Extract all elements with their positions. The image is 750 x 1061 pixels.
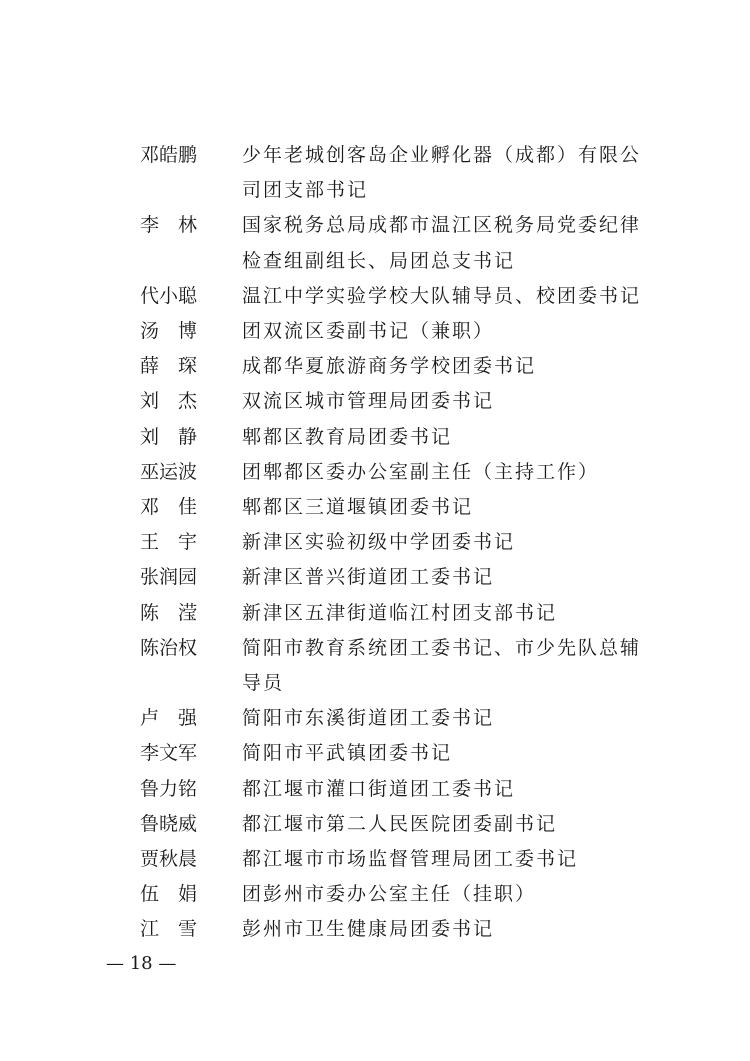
person-name: 李 林 bbox=[140, 214, 198, 237]
person-name: 鲁力铭 bbox=[140, 777, 198, 800]
list-item bbox=[140, 877, 660, 912]
list-item bbox=[140, 349, 660, 384]
person-name: 薛 琛 bbox=[140, 355, 198, 378]
person-position: 郫都区三道堰镇团委书记 bbox=[242, 496, 474, 519]
list-item bbox=[140, 736, 660, 771]
list-item bbox=[140, 279, 660, 314]
list-item bbox=[140, 596, 660, 631]
person-position: 国家税务总局成都市温江区税务局党委纪律检查组副组长、局团总支书记 bbox=[242, 214, 642, 272]
list-item bbox=[140, 384, 660, 419]
list-item bbox=[140, 138, 660, 208]
person-position: 温江中学实验学校大队辅导员、校团委书记 bbox=[242, 284, 642, 307]
person-position: 新津区普兴街道团工委书记 bbox=[242, 566, 495, 589]
person-name: 贾秋晨 bbox=[140, 848, 198, 871]
list-item bbox=[140, 314, 660, 349]
list-item bbox=[140, 631, 660, 701]
person-name: 邓 佳 bbox=[140, 496, 198, 519]
person-position: 郫都区教育局团委书记 bbox=[242, 425, 453, 448]
list-item bbox=[140, 525, 660, 560]
person-position: 成都华夏旅游商务学校团委书记 bbox=[242, 355, 537, 378]
person-position: 新津区实验初级中学团委书记 bbox=[242, 531, 516, 554]
list-item bbox=[140, 701, 660, 736]
person-name: 卢 强 bbox=[140, 707, 198, 730]
person-name: 刘 静 bbox=[140, 425, 198, 448]
person-name: 刘 杰 bbox=[140, 390, 198, 413]
person-position: 都江堰市第二人民医院团委副书记 bbox=[242, 812, 558, 835]
person-name: 王 宇 bbox=[140, 531, 198, 554]
person-name: 伍 娟 bbox=[140, 883, 198, 906]
person-position: 都江堰市灌口街道团工委书记 bbox=[242, 777, 516, 800]
person-name: 张润园 bbox=[140, 566, 198, 589]
person-position: 团双流区委副书记（兼职） bbox=[242, 320, 495, 343]
list-item bbox=[140, 490, 660, 525]
list-item bbox=[140, 842, 660, 877]
list-item bbox=[140, 208, 660, 278]
page-number: — 18 — bbox=[106, 953, 177, 974]
list-item bbox=[140, 772, 660, 807]
person-position: 简阳市平武镇团委书记 bbox=[242, 742, 453, 765]
list-item bbox=[140, 807, 660, 842]
person-position: 团郫都区委办公室副主任（主持工作） bbox=[242, 460, 600, 483]
person-position: 都江堰市市场监督管理局团工委书记 bbox=[242, 848, 579, 871]
person-position: 少年老城创客岛企业孵化器（成都）有限公司团支部书记 bbox=[242, 144, 642, 202]
person-name: 邓皓鹏 bbox=[140, 144, 198, 166]
person-position: 双流区城市管理局团委书记 bbox=[242, 390, 495, 413]
person-name: 汤 博 bbox=[140, 320, 198, 343]
name-list bbox=[140, 138, 660, 948]
person-name: 鲁晓威 bbox=[140, 812, 198, 835]
person-name: 陈治权 bbox=[140, 636, 198, 659]
person-position: 彭州市卫生健康局团委书记 bbox=[242, 918, 495, 941]
person-position: 简阳市教育系统团工委书记、市少先队总辅导员 bbox=[242, 636, 642, 695]
person-name: 江 雪 bbox=[140, 918, 198, 941]
list-item bbox=[140, 560, 660, 595]
list-item bbox=[140, 420, 660, 455]
person-position: 简阳市东溪街道团工委书记 bbox=[242, 707, 495, 730]
person-name: 李文军 bbox=[140, 742, 198, 765]
person-name: 陈 滢 bbox=[140, 601, 198, 624]
person-position: 新津区五津街道临江村团支部书记 bbox=[242, 601, 558, 624]
person-name: 巫运波 bbox=[140, 460, 198, 483]
person-name: 代小聪 bbox=[140, 284, 198, 307]
list-item bbox=[140, 455, 660, 490]
person-position: 团彭州市委办公室主任（挂职） bbox=[242, 883, 537, 906]
list-item bbox=[140, 912, 660, 947]
